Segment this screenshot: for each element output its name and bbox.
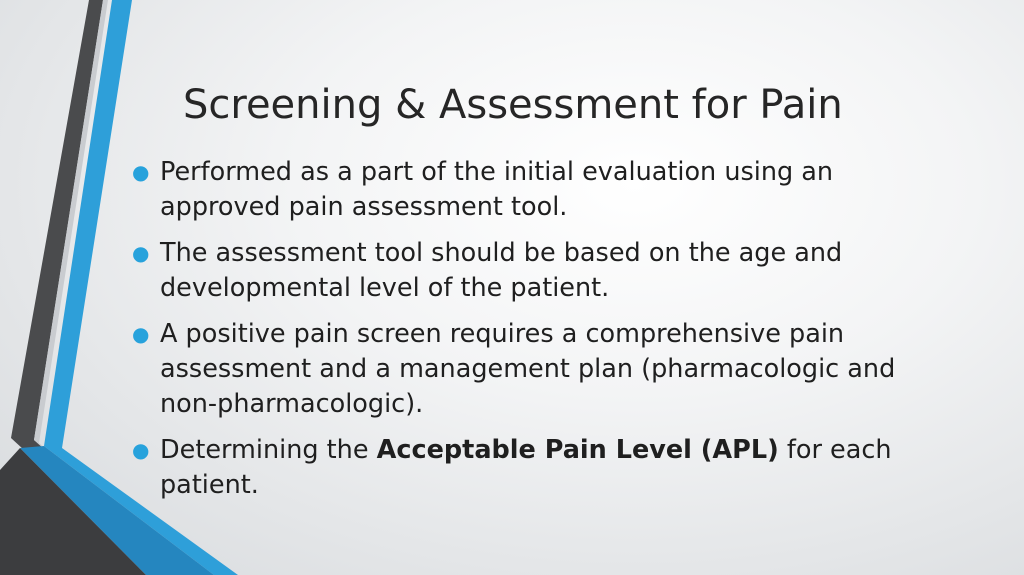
bullet-item — [132, 236, 952, 306]
bullet-dot-icon: ● — [132, 322, 150, 346]
bullet-dot-icon: ● — [132, 438, 150, 462]
bullet-item — [132, 433, 952, 503]
bullet-dot-icon: ● — [132, 160, 150, 184]
bullet-text-emphasis: Acceptable Pain Level (APL) — [376, 435, 779, 465]
bullet-text-lead: Determining the — [160, 435, 377, 465]
bullet-text: A positive pain screen requires a comprehensive pain assessment and a management plan (pharmacologic and non-pharmacologic). — [160, 319, 896, 419]
bullet-text: The assessment tool should be based on the age and developmental level of the patient. — [160, 238, 843, 303]
bullet-text-tail: for each patient. — [160, 435, 892, 500]
bullet-dot-icon: ● — [132, 241, 150, 265]
bullet-text — [160, 433, 950, 503]
bullet-list — [132, 155, 952, 514]
slide-title: Screening & Assessment for Pain — [183, 82, 843, 128]
bullet-item — [132, 155, 952, 225]
bullet-text: Performed as a part of the initial evaluation using an approved pain assessment tool. — [160, 157, 834, 222]
bullet-item — [132, 317, 952, 422]
